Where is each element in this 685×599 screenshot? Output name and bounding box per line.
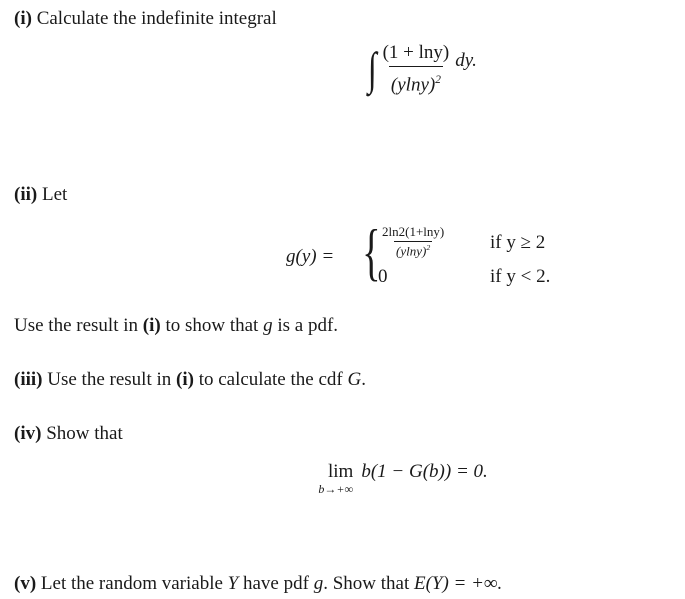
limit-expression — [318, 461, 488, 497]
part-iv-prompt: (iv) Show that — [14, 423, 123, 444]
integrand-fraction — [381, 42, 452, 96]
part-v-prompt: (v) Let the random variable Y have pdf g. Show that E(Y) = +∞. — [14, 573, 503, 594]
part-v-label: (v) — [14, 573, 37, 594]
ref-part-i: (i) — [142, 315, 161, 336]
integral-expression — [366, 42, 477, 96]
expectation-statement: E(Y) = +∞. — [413, 573, 503, 594]
part-ii-label: (ii) — [14, 184, 38, 205]
part-iii-label: (iii) — [14, 369, 43, 390]
case1-condition: if y ≥ 2 — [490, 232, 546, 253]
integrand-denominator: $(ylny)^2$ — [389, 66, 443, 96]
piecewise-brace: { — [362, 216, 381, 287]
ref-part-i: (i) — [176, 369, 194, 390]
part-iii-prompt: (iii) Use the result in (i) to calculate the cdf G. — [14, 369, 366, 390]
case2-value: 0 — [378, 266, 388, 287]
case2-condition: if y < 2. — [490, 266, 551, 287]
part-iv-label: (iv) — [14, 423, 42, 444]
part-i-text: Calculate the indefinite integral — [36, 8, 277, 29]
integral-sign: ∫ — [367, 43, 377, 95]
function-lhs: g(y) = — [286, 246, 335, 267]
part-i-label: (i) — [14, 8, 32, 29]
integrand-numerator: (1 + lny) — [382, 42, 450, 63]
limit-word: lim — [328, 461, 354, 482]
part-i-prompt — [14, 8, 277, 30]
case1-numerator: 2ln2(1+lny) — [382, 224, 445, 239]
part-ii-prompt — [14, 184, 67, 206]
limit-subscript: b→+∞ — [318, 482, 353, 496]
part-ii-followup: Use the result in (i) to show that g is a pdf. — [14, 315, 339, 336]
case1-fraction — [380, 224, 446, 259]
part-ii-text: Let — [41, 184, 68, 205]
integral-differential: dy. — [455, 50, 477, 72]
case1-denominator: $(ylny)^2$ — [396, 243, 431, 259]
limit-body: b(1 − G(b)) = 0. — [361, 461, 488, 482]
